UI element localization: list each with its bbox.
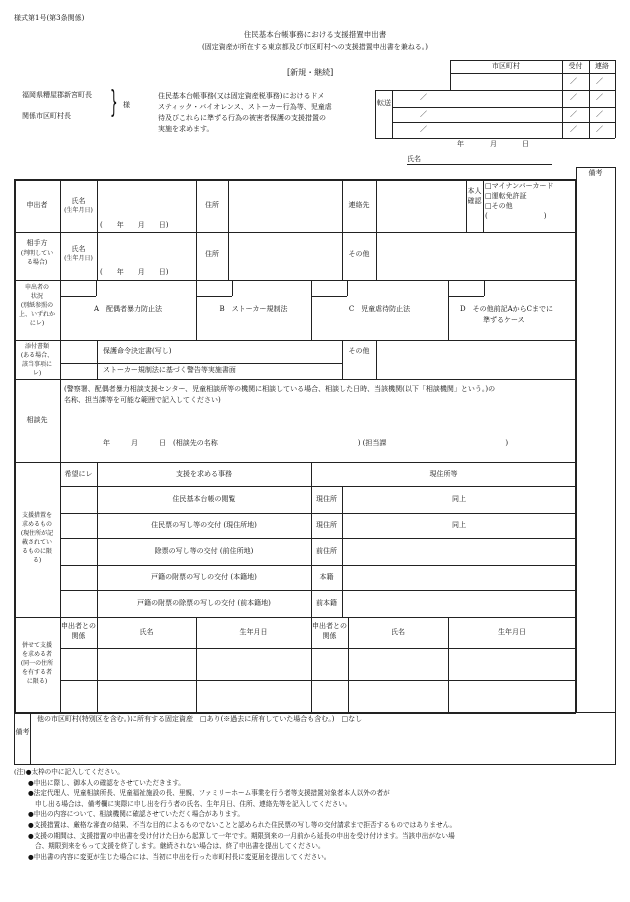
support-header-service: 支援を求める事務 [176,470,232,478]
together-label-1: 併せて支援 [21,642,52,649]
support-check-row-4[interactable] [61,566,96,589]
together-birth-header-2: 生年月日 [498,628,526,636]
support-label-1: 支援措置を [21,512,52,519]
counterpart-other-label: その他 [348,250,370,258]
support-check-row-1[interactable] [61,487,96,512]
note-4: ●申出の内容について、相談機関に確認させていただく場合があります。 [28,810,244,819]
remarks-column-input[interactable] [577,180,614,710]
transfer-slash: ／ [570,77,577,85]
status-label-2: 状況 [30,293,43,300]
support-check-row-2[interactable] [61,514,96,537]
attached-label-1: 添付書類 [24,343,49,350]
applicant-name-label: 氏名 [71,197,86,205]
identity-option-license[interactable]: □運転免許証 [485,192,527,200]
note-3-cont: 申し出る場合は、備考欄に実際に申し出を行う者の氏名、生年月日、住所、連絡先等を記入してください。 [35,799,352,808]
date-year: 年 [457,140,464,148]
together-label-4: を有する者 [21,669,52,676]
support-check-row-3[interactable] [61,539,96,564]
status-label-1: 申出者の [24,284,49,291]
request-line-3: 待及びこれらに準ずる行為の被害者保護の支援措置の [158,114,326,122]
date-month: 月 [490,140,497,148]
support-service-2: 住民票の写し等の交付 (現住所地) [151,521,257,529]
support-service-4: 戸籍の附票の写しの交付 (本籍地) [151,573,257,581]
form-title: 住民基本台帳事務における支援措置申出書 [243,30,387,39]
together-row-2[interactable] [61,681,575,711]
consult-entry-line[interactable]: 年 月 日 (相談先の名称 ) (担当課 ) [103,439,509,447]
counterpart-label-2: (判明してい [20,250,54,257]
note-6: ●支援の期間は、支援措置の申出書を受け付けた日から起算して一年です。期限到来の一月前から延長の申出を受け付けます。当該申出がない場 [28,831,455,840]
status-label-4: 上、いずれか [18,311,55,318]
together-relation-header-2: 申出者との関係 [312,622,347,640]
together-relation-header: 申出者との関係 [61,622,96,640]
counterpart-address-label: 住所 [205,250,219,258]
together-name-header: 氏名 [139,628,154,636]
support-label-2: 求めるもの [21,521,52,528]
support-label-3: (現住所が記 [20,530,54,537]
note-2: ●申出に際し、御本人の確認をさせていただきます。 [28,778,185,787]
support-header-address: 現住所等 [429,470,458,478]
support-addr-label-3: 前住所 [316,547,337,555]
bottom-remarks-input[interactable] [32,727,612,762]
support-addr-label-1: 現住所 [316,495,337,503]
transfer-slash: ／ [596,110,603,118]
bottom-remarks-label: 備考 [15,728,30,736]
support-check-row-5[interactable] [61,591,96,616]
remarks-header: 備考 [588,169,603,177]
together-row-1[interactable] [61,649,575,679]
addressee-1: 福岡県糟屋郡新宮町長 [22,91,92,99]
transfer-slash: ／ [570,110,577,118]
applicant-contact-input[interactable] [378,181,464,231]
attached-check-2[interactable] [61,364,96,378]
counterpart-label: 相手方 [26,239,48,247]
counterpart-address-input[interactable] [230,234,340,278]
status-option-b: B ストーカー規制法 [219,305,288,313]
support-addr-label-5: 前本籍 [316,599,337,607]
status-check-c[interactable] [312,281,346,295]
transfer-slash: ／ [570,93,577,101]
transfer-muni-header: 市区町村 [492,62,520,70]
note-7: ●申出書の内容に変更が生じた場合には、当初に申出を行った市町村長に変更届を提出してください。 [28,852,331,861]
consult-label: 相談先 [26,416,48,424]
attached-item-2: ストーカー規制法に基づく警告等実施書面 [103,366,236,374]
status-option-d-2: 準ずるケース [483,316,525,324]
note-1: (注)●太枠の中に記入してください。 [14,768,124,776]
support-addr-value-1[interactable]: 同上 [452,495,466,503]
applicant-address-input[interactable] [230,181,340,231]
applicant-birth-label: (生年月日) [64,207,93,214]
form-number: 様式第1号(第3条関係) [14,14,85,22]
transfer-slash: ／ [420,110,427,118]
applicant-address-label: 住所 [205,201,219,209]
request-line-1: 住民基本台帳事務(又は固定資産税事務)におけるドメ [158,92,325,100]
transfer-slash: ／ [596,93,603,101]
attached-check-1[interactable] [61,341,96,362]
transfer-slash: ／ [596,77,603,85]
transfer-slash: ／ [420,93,427,101]
applicant-name-input[interactable] [100,181,194,219]
transfer-contact-header: 連絡 [595,62,609,70]
attached-item-1: 保護命令決定書(写し) [103,347,172,355]
transfer-slash: ／ [570,125,577,133]
support-label-6: る) [32,557,42,564]
support-service-1: 住民基本台帳の閲覧 [172,495,236,503]
counterpart-other-input[interactable] [378,234,574,278]
identity-label: 本人確認 [467,187,482,205]
attached-label-3: 該当事項に [21,361,52,368]
note-6-cont: 合、期限到来をもって支援を終了します。継続されない場合は、終了申出書を提出してください。 [35,842,325,851]
consult-instruction-2: 名称、担当課等を可能な範囲で記入してください) [64,396,221,404]
addressee-honorific: 様 [123,101,130,109]
brace-icon: } [110,85,118,120]
signature-name-label: 氏名 [407,155,421,163]
form-subtitle: (固定資産が所在する東京都及び市区町村への支援措置申出書を兼ねる。) [202,43,428,51]
addressee-2: 関係市区町村長 [22,112,71,120]
together-birth-header: 生年月日 [239,628,268,636]
support-header-check: 希望にレ [64,470,93,478]
support-addr-label-2: 現住所 [316,521,337,529]
attached-other-input[interactable] [378,341,574,378]
attached-label-4: レ) [32,370,42,377]
request-line-2: スティック・バイオレンス、ストーカー行為等、児童虐 [158,103,332,111]
status-label-5: にレ) [29,320,45,327]
support-service-3: 除票の写し等の交付 (前住所地) [154,547,254,555]
notes-section [14,767,614,862]
support-addr-value-2[interactable]: 同上 [452,521,466,529]
counterpart-name-label: 氏名 [71,245,86,253]
status-label-3: (別紙参照の [20,302,54,309]
request-line-4: 実施を求めます。 [158,125,214,133]
form-kind: [新規・継続] [287,68,334,77]
status-check-d[interactable] [449,281,483,295]
date-day: 日 [522,140,529,148]
transfer-label: 転送 [377,99,391,107]
status-check-a[interactable] [61,281,95,295]
transfer-receive-header: 受付 [568,62,583,70]
counterpart-label-3: る場合) [26,259,48,266]
attached-label-2: (ある場合、 [20,352,54,359]
applicant-label: 申出者 [26,201,48,209]
transfer-slash: ／ [420,125,427,133]
counterpart-birth-format[interactable]: ( 年 月 日) [100,268,169,276]
identity-option-mynumber[interactable]: □マイナンバーカード [485,182,554,190]
together-label-2: を求める者 [21,651,52,658]
attached-other-label: その他 [348,347,370,355]
consult-instruction-1: (警察署、配偶者暴力相談支援センター、児童相談所等の機関に相談している場合、相談した日時、当該機関(以下「相談機関」という。)の [64,385,496,393]
counterpart-birth-label: (生年月日) [64,255,93,262]
signature-line[interactable] [407,164,552,165]
note-3: ●法定代理人、児童相談所長、児童福祉施設の長、里親、ファミリーホーム事業を行う者等支援措置対象者本人以外の者が [28,789,390,798]
counterpart-name-input[interactable] [100,234,194,266]
together-name-header-2: 氏名 [391,628,405,636]
transfer-slash: ／ [596,125,603,133]
status-option-d-1: D その他前記AからCまでに [460,305,554,313]
support-label-5: るものに限 [21,548,52,555]
applicant-birth-format[interactable]: ( 年 月 日) [100,221,169,229]
property-question[interactable]: 他の市区町村(特別区を含む。)に所有する固定資産 □あり(※過去に所有していた場合も含む。) □なし [37,715,363,723]
identity-option-other[interactable]: □その他 [485,202,513,210]
support-addr-label-4: 本籍 [319,573,334,581]
note-5: ●支援措置は、厳格な審査の結果、不当な目的によるものでないことと認められた住民票の写し等の交付請求まで拒否するものではありません。 [28,820,457,829]
support-service-5: 戸籍の附票の除票の写しの交付 (前本籍地) [137,599,271,607]
identity-other-paren[interactable]: ( ) [485,212,547,220]
together-label-5: に限る) [26,678,48,685]
status-check-b[interactable] [197,281,231,295]
applicant-contact-label: 連絡先 [348,201,370,209]
status-option-a: A 配偶者暴力防止法 [93,305,163,313]
status-option-c: C 児童虐待防止法 [348,305,411,313]
together-label-3: (同一の住所 [20,660,54,667]
support-label-4: 載されてい [21,539,52,546]
